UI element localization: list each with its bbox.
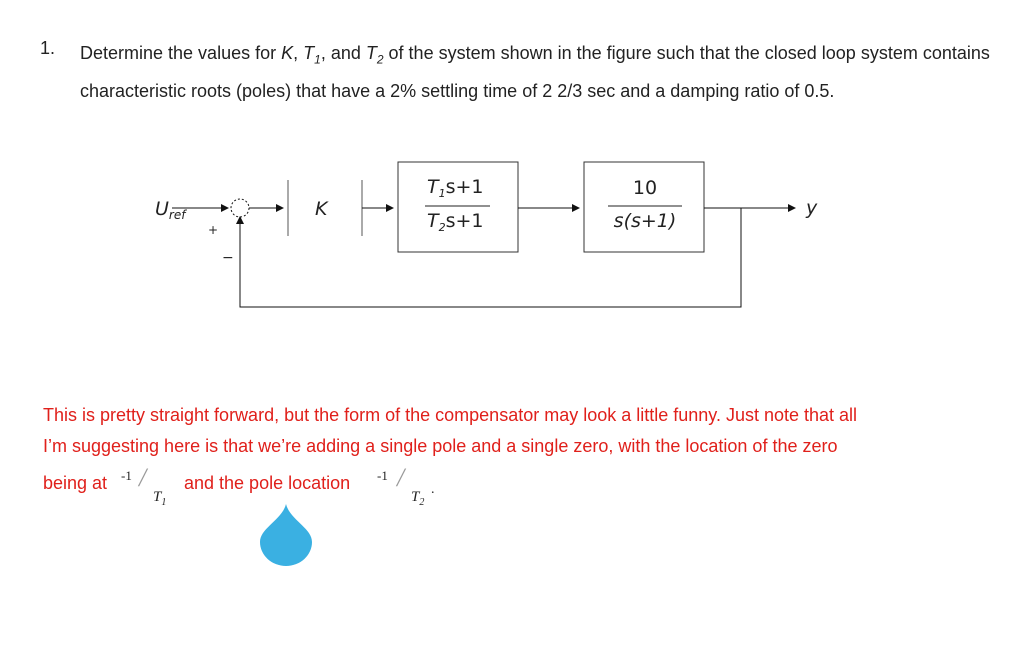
output-label: y — [806, 197, 818, 219]
fraction-slash: / — [139, 463, 147, 492]
var-t1 — [303, 43, 321, 67]
compensator-numerator-sub: 1 — [438, 187, 446, 200]
answer-text: being at — [43, 473, 108, 493]
question-text — [80, 38, 990, 107]
compensator-numerator: $T_1s+1$ — [427, 176, 484, 200]
var-t2-letter: T — [365, 43, 377, 63]
feedback-arrowhead — [236, 216, 244, 224]
answer-line: I’m suggesting here is that we’re adding a single pole and a single zero, with the location of the zero — [43, 436, 838, 456]
answer-text: and the pole location — [184, 473, 351, 493]
summing-junction — [231, 199, 249, 217]
fraction-numerator: -1 — [377, 468, 388, 483]
var-t1-letter: T — [303, 43, 315, 63]
gain-label: K — [315, 198, 328, 220]
separator: , — [293, 43, 304, 63]
answer-annotation — [43, 400, 1003, 506]
fraction-numerator: -1 — [121, 468, 132, 483]
input-label-sub: ref — [168, 208, 186, 222]
pole-location-fraction — [377, 463, 437, 508]
sum-plus-sign: + — [208, 223, 219, 237]
sum-minus-sign: − — [222, 250, 234, 266]
zero-location-fraction — [121, 463, 171, 508]
question-text-part: Determine the values for — [80, 43, 282, 63]
question-number: 1. — [40, 38, 56, 58]
fraction-denominator: $T_2$ — [411, 489, 425, 508]
var-k: K — [281, 43, 294, 63]
var-t2 — [365, 43, 384, 67]
compensator-denominator-sub: 2 — [438, 221, 446, 234]
water-drop-icon[interactable] — [258, 502, 314, 566]
answer-line: This is pretty straight forward, but the form of the compensator may look a little funny. Just note that all — [43, 405, 858, 425]
plant-denominator: s(s+1) — [613, 210, 677, 232]
fraction-slash: / — [397, 463, 405, 492]
block-diagram — [0, 150, 1010, 320]
compensator-denominator: $T_2s+1$ — [427, 210, 484, 234]
var-t2-sub: 2 — [376, 52, 384, 67]
var-t1-sub: 1 — [314, 52, 321, 67]
separator: , and — [320, 43, 366, 63]
question-text-part: of the system shown in the figure such that the closed loop system contains characteristic roots (poles) that have a 2% settling time of 2 2/3 sec and a damping ratio of 0.5. — [80, 43, 990, 101]
answer-line — [43, 463, 1003, 508]
plant-block — [584, 162, 704, 252]
plant-numerator: 10 — [632, 177, 658, 199]
sentence-period: . — [431, 482, 435, 497]
input-label: $U_{ref}$ — [155, 198, 186, 222]
fraction-denominator: $T_1$ — [153, 489, 167, 508]
